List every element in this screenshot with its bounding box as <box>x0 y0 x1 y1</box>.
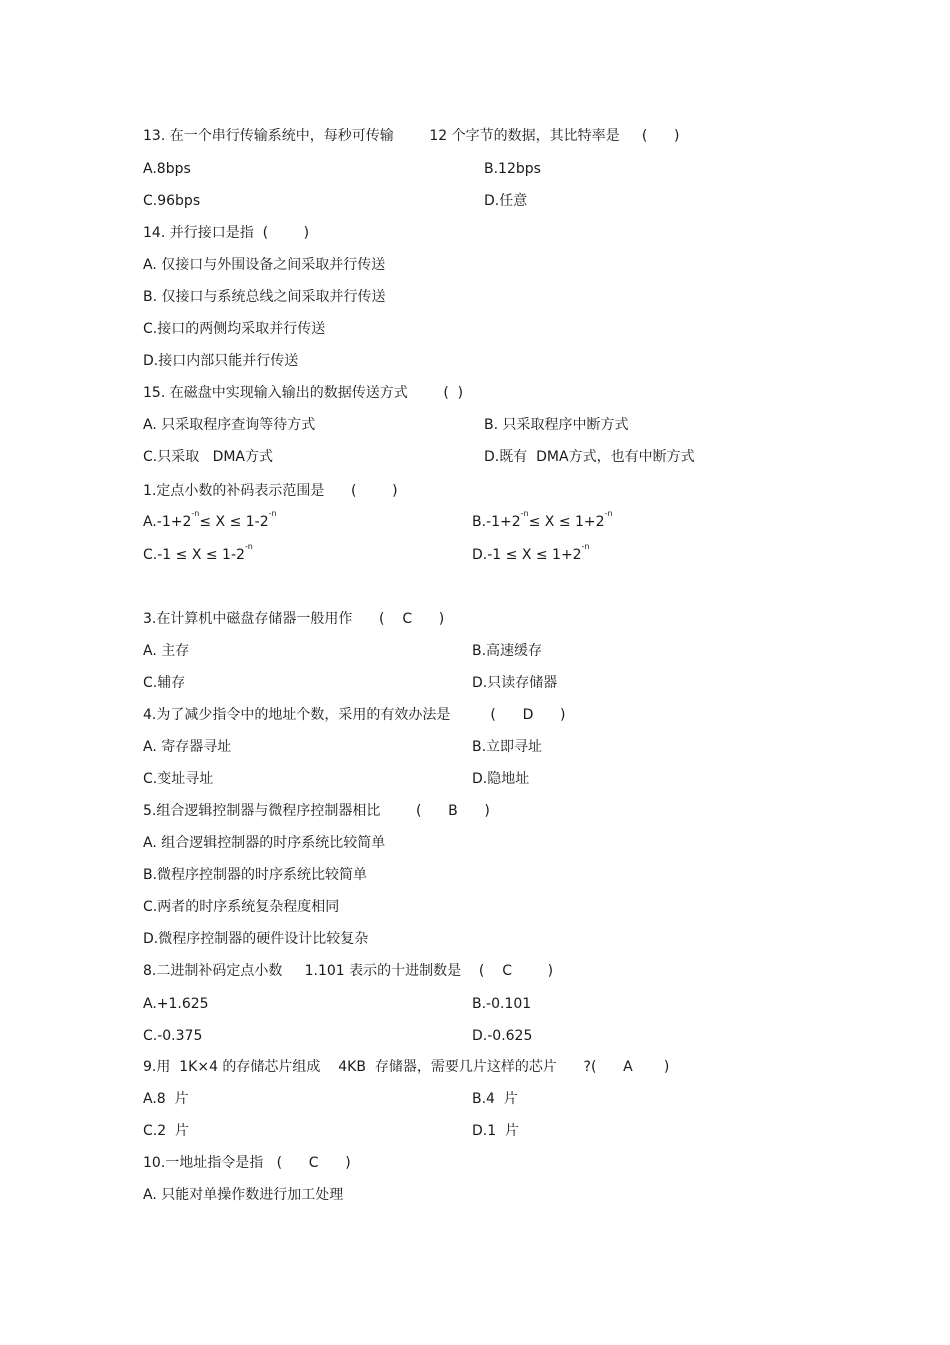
q15-option-a: A. 只采取程序查询等待方式 <box>143 417 316 433</box>
q1-option-b <box>472 509 613 531</box>
q1-a-pre: A.-1+2 <box>143 514 192 530</box>
q1-a-exp: -n <box>191 509 200 518</box>
q3-option-c: C.辅存 <box>143 675 186 691</box>
q9-option-a: A.8 片 <box>143 1091 189 1107</box>
q5-option-d: D.微程序控制器的硬件设计比较复杂 <box>143 931 369 947</box>
q8-option-d: D.-0.625 <box>472 1028 533 1044</box>
q8-option-b: B.-0.101 <box>472 996 532 1012</box>
q1-stem: 1.定点小数的补码表示范围是 ( ) <box>143 483 398 499</box>
q14-option-d: D.接口内部只能并行传送 <box>143 353 299 369</box>
q4-option-d: D.隐地址 <box>472 771 530 787</box>
q5-option-a: A. 组合逻辑控制器的时序系统比较简单 <box>143 835 386 851</box>
q8-option-c: C.-0.375 <box>143 1028 203 1044</box>
q4-option-a: A. 寄存器寻址 <box>143 739 232 755</box>
q1-a-exp2: -n <box>268 509 277 518</box>
q3-option-d: D.只读存储器 <box>472 675 558 691</box>
q13-option-b: B.12bps <box>484 161 541 177</box>
q1-option-c <box>143 542 253 564</box>
q1-b-mid: ≤ X ≤ 1+2 <box>528 514 605 530</box>
q9-option-c: C.2 片 <box>143 1123 190 1139</box>
q5-option-b: B.微程序控制器的时序系统比较简单 <box>143 867 368 883</box>
q1-b-exp2: -n <box>604 509 613 518</box>
q1-b-pre: B.-1+2 <box>472 514 521 530</box>
q15-option-d: D.既有 DMA方式，也有中断方式 <box>484 449 695 465</box>
q3-option-b: B.高速缓存 <box>472 643 543 659</box>
q8-option-a: A.+1.625 <box>143 996 209 1012</box>
q4-option-c: C.变址寻址 <box>143 771 214 787</box>
q1-option-d <box>472 542 590 564</box>
q15-option-c: C.只采取 DMA方式 <box>143 449 274 465</box>
q15-option-b: B. 只采取程序中断方式 <box>484 417 629 433</box>
q10-option-a: A. 只能对单操作数进行加工处理 <box>143 1187 344 1203</box>
q3-option-a: A. 主存 <box>143 643 190 659</box>
q1-a-mid: ≤ X ≤ 1-2 <box>199 514 269 530</box>
q13-stem: 13. 在一个串行传输系统中，每秒可传输 12 个字节的数据，其比特率是 ( ) <box>143 128 680 144</box>
q13-option-c: C.96bps <box>143 193 201 209</box>
q1-d-pre: D.-1 ≤ X ≤ 1+2 <box>472 547 582 563</box>
q9-option-d: D.1 片 <box>472 1123 520 1139</box>
q14-stem: 14. 并行接口是指 ( ) <box>143 225 310 241</box>
q9-stem: 9.用 1K×4 的存储芯片组成 4KB 存储器，需要几片这样的芯片 ?( A ) <box>143 1059 670 1075</box>
q14-option-c: C.接口的两侧均采取并行传送 <box>143 321 326 337</box>
q3-stem: 3.在计算机中磁盘存储器一般用作 ( C ) <box>143 611 445 627</box>
q14-option-b: B. 仅接口与系统总线之间采取并行传送 <box>143 289 386 305</box>
q13-option-d: D.任意 <box>484 193 528 209</box>
q15-stem: 15. 在磁盘中实现输入输出的数据传送方式 ( ) <box>143 385 464 401</box>
q13-option-a: A.8bps <box>143 161 191 177</box>
q1-option-a <box>143 509 277 531</box>
q4-stem: 4.为了减少指令中的地址个数，采用的有效办法是 ( D ) <box>143 707 566 723</box>
q9-option-b: B.4 片 <box>472 1091 518 1107</box>
q5-option-c: C.两者的时序系统复杂程度相同 <box>143 899 340 915</box>
q1-b-exp: -n <box>520 509 529 518</box>
q1-d-exp: -n <box>581 542 590 551</box>
q1-c-exp: -n <box>244 542 253 551</box>
q4-option-b: B.立即寻址 <box>472 739 543 755</box>
q5-stem: 5.组合逻辑控制器与微程序控制器相比 ( B ) <box>143 803 490 819</box>
q8-stem: 8.二进制补码定点小数 1.101 表示的十进制数是 ( C ) <box>143 963 554 979</box>
q10-stem: 10.一地址指令是指 ( C ) <box>143 1155 351 1171</box>
q1-c-pre: C.-1 ≤ X ≤ 1-2 <box>143 547 245 563</box>
q14-option-a: A. 仅接口与外围设备之间采取并行传送 <box>143 257 386 273</box>
